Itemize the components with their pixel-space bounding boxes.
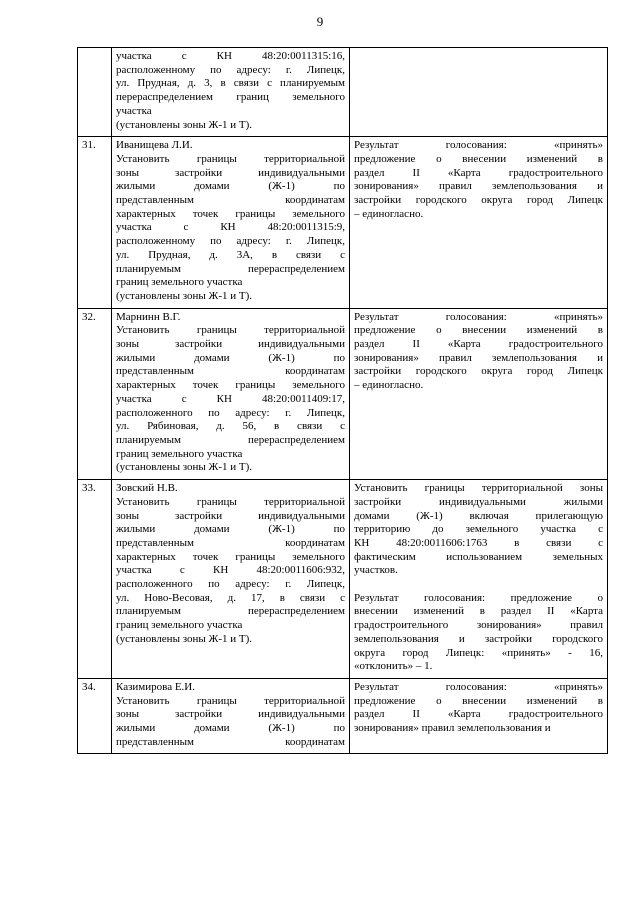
table-row [78, 678, 608, 754]
table-row [78, 48, 608, 137]
protocol-table-body [78, 48, 608, 754]
proposal-line: Установить границы территориальной [116, 495, 345, 508]
proposal-line: участка с КН 48:20:0011409:17, [116, 392, 345, 405]
proposal-line: жилыми домами (Ж-1) по [116, 351, 345, 364]
result-line: зонирования» правил землепользования и [354, 180, 603, 193]
proposal-line: границ земельного участка [116, 276, 243, 289]
proposal-line: участка с КН 48:20:0011315:16, [116, 50, 345, 62]
result-line: предложение о внесении изменений в [354, 152, 603, 165]
proposal-cell [112, 48, 350, 137]
row-number: 31. [82, 139, 96, 152]
result-line: застройки городского округа город Липецк [354, 365, 603, 378]
result-line: Результат голосования: «принять» [354, 680, 603, 693]
result-line: предложение о внесении изменений в [354, 324, 603, 337]
proposal-line: Марнинн В.Г. [116, 310, 181, 323]
result-line: участков. [354, 564, 398, 577]
proposal-line: зоны застройки индивидуальными [116, 166, 345, 179]
result-line: раздел II «Карта градостроительного [354, 338, 603, 351]
result-line: землепользования и застройки городского [354, 632, 603, 645]
proposal-line: жилыми домами (Ж-1) по [116, 180, 345, 193]
result-line: – единогласно. [354, 207, 424, 220]
proposal-line: характерных точек границы земельного [116, 207, 345, 220]
proposal-line: (установлены зоны Ж-1 и Т). [116, 461, 253, 474]
proposal-line: ул. Рябиновая, д. 56, в связи с [116, 420, 345, 433]
protocol-table [77, 47, 608, 754]
result-line: округа город Липецк: «принять» - 16, [354, 646, 603, 659]
row-number: 32. [82, 310, 96, 323]
row-number: 33. [82, 482, 96, 495]
table-row [78, 137, 608, 308]
proposal-line: жилыми домами (Ж-1) по [116, 523, 345, 536]
result-line: территорию до земельного участка с [354, 523, 603, 536]
proposal-cell [112, 678, 350, 754]
proposal-line: планируемым перераспределением [116, 605, 345, 618]
result-line: застройки индивидуальными жилыми [354, 495, 603, 508]
proposal-line: зоны застройки индивидуальными [116, 708, 345, 721]
result-line: КН 48:20:0011606:1763 в связи с [354, 536, 603, 549]
row-number: 34. [82, 680, 96, 693]
proposal-line: перераспределением границ земельного [116, 91, 345, 104]
result-line: Результат голосования: «принять» [354, 139, 603, 152]
proposal-line: (установлены зоны Ж-1 и Т). [116, 632, 253, 645]
result-line: Результат голосования: «принять» [354, 310, 603, 323]
proposal-cell [112, 480, 350, 679]
proposal-line: границ земельного участка [116, 619, 243, 632]
proposal-line: Зовский Н.В. [116, 482, 178, 495]
proposal-line: планируемым перераспределением [116, 433, 345, 446]
result-line: внесении изменений в раздел II «Карта [354, 605, 603, 618]
proposal-line: границ земельного участка [116, 447, 243, 460]
page-number: 9 [316, 14, 324, 29]
table-row [78, 480, 608, 679]
proposal-line: Казимирова Е.И. [116, 680, 195, 693]
result-line: Результат голосования: предложение о [354, 591, 603, 604]
row-number-cell [78, 678, 112, 754]
proposal-line: Установить границы территориальной [116, 694, 345, 707]
proposal-line: ул. Прудная, д. 3А, в связи с [116, 248, 345, 261]
row-number-cell [78, 137, 112, 308]
proposal-line: представленным координатам [116, 735, 345, 748]
result-line: Установить границы территориальной зоны [354, 482, 603, 495]
result-line: предложение о внесении изменений в [354, 694, 603, 707]
result-cell [350, 678, 608, 754]
result-line: раздел II «Карта градостроительного [354, 166, 603, 179]
proposal-line: расположенного по адресу: г. Липецк, [116, 578, 345, 591]
proposal-line: (установлены зоны Ж-1 и Т). [116, 118, 253, 131]
proposal-line: расположенному по адресу: г. Липецк, [116, 63, 345, 76]
paragraph-gap [354, 578, 603, 592]
proposal-line: (установлены зоны Ж-1 и Т). [116, 289, 253, 302]
proposal-line: представленным координатам [116, 194, 345, 207]
row-number-cell [78, 480, 112, 679]
proposal-line: Установить границы территориальной [116, 324, 345, 337]
proposal-cell [112, 308, 350, 479]
result-line: фактическим использованием земельных [354, 550, 603, 563]
proposal-line: участка с КН 48:20:0011606:932, [116, 564, 345, 577]
result-cell [350, 48, 608, 137]
row-number-cell [78, 308, 112, 479]
proposal-line: расположенного по адресу: г. Липецк, [116, 406, 345, 419]
proposal-line: характерных точек границы земельного [116, 550, 345, 563]
result-cell [350, 308, 608, 479]
result-line: зонирования» правил землепользования и [354, 351, 603, 364]
proposal-line: характерных точек границы земельного [116, 379, 345, 392]
result-line: зонирования» правил землепользования и [354, 722, 551, 735]
proposal-line: представленным координатам [116, 536, 345, 549]
result-line: «отклонить» – 1. [354, 660, 433, 673]
result-line: домами (Ж-1) включая прилегающую [354, 509, 603, 522]
proposal-line: ул. Прудная, д. 3, в связи с планируемым [116, 77, 345, 90]
result-line: раздел II «Карта градостроительного [354, 708, 603, 721]
proposal-line: зоны застройки индивидуальными [116, 338, 345, 351]
proposal-line: расположенному по адресу: г. Липецк, [116, 235, 345, 248]
result-line: градостроительного зонирования» правил [354, 619, 603, 632]
proposal-line: участка с КН 48:20:0011315:9, [116, 221, 345, 234]
proposal-line: представленным координатам [116, 365, 345, 378]
proposal-line: жилыми домами (Ж-1) по [116, 722, 345, 735]
result-cell [350, 137, 608, 308]
result-line: застройки городского округа город Липецк [354, 194, 603, 207]
row-number-cell [78, 48, 112, 137]
result-cell [350, 480, 608, 679]
proposal-line: участка [116, 104, 152, 117]
result-line: – единогласно. [354, 379, 424, 392]
proposal-line: зоны застройки индивидуальными [116, 509, 345, 522]
table-row [78, 308, 608, 479]
proposal-line: Иванищева Л.И. [116, 139, 193, 152]
proposal-line: Установить границы территориальной [116, 152, 345, 165]
proposal-line: планируемым перераспределением [116, 262, 345, 275]
proposal-cell [112, 137, 350, 308]
proposal-line: ул. Ново-Весовая, д. 17, в связи с [116, 591, 345, 604]
